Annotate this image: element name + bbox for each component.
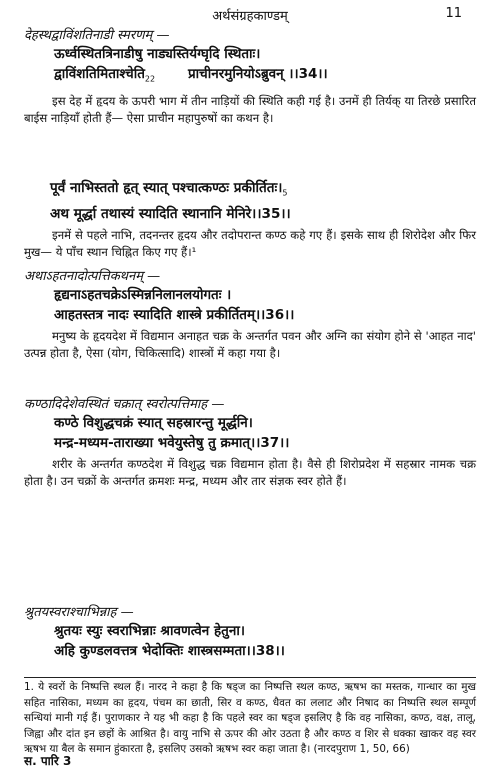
section-37	[24, 396, 476, 490]
translation-34	[24, 93, 476, 127]
translation-text: शरीर के अन्तर्गत कण्ठदेश में विशुद्ध चक्र विद्यमान होता है। वैसे ही शिरोप्रदेश में सहस्रार नामक चक्र होता है। उन चक्रों के अन्तर्गत क्रमशः मन्द्र, मध्यम और तार संज्ञक स्वर होते हैं।	[24, 457, 476, 488]
running-title: अर्थसंग्रहकाण्डम्	[212, 9, 288, 24]
running-header	[0, 4, 500, 24]
verse-line	[50, 178, 476, 204]
page-number: 11	[445, 6, 462, 21]
footnote-divider	[24, 677, 476, 678]
signature-mark: स. पारि 3	[24, 754, 72, 768]
verse-36	[24, 285, 476, 325]
section-38	[24, 604, 476, 661]
verse-34	[24, 44, 476, 90]
verse-line: कण्ठे विशुद्धचक्रं स्यात् सहस्रारन्तु मूर्द्धनि।	[54, 415, 253, 431]
translation-text: मनुष्य के हृदयदेश में विद्यमान अनाहत चक्र के अन्तर्गत पवन और अग्नि का संयोग होने से 'आहत नाद' उत्पन्न होता है, ऐसा (योग, चिकित्सादि) शास्त्रों में कहा गया है।	[24, 329, 476, 360]
verse-37	[24, 413, 476, 453]
verse-line	[54, 64, 476, 90]
translation-36	[24, 328, 476, 362]
section-heading: श्रुतयस्वराश्चाभिन्नाह —	[24, 605, 134, 620]
verse-line: मन्द्र-मध्यम-ताराख्या भवेयुस्तेषु तु क्रमात्।।37।।	[54, 435, 290, 451]
verse-fragment: पूर्वं नाभिस्ततो हृत् स्यात् पश्चात्कण्ठः प्रकीर्तितः।	[50, 180, 283, 196]
verse-line: हृद्यनाऽहतचक्रेऽस्मिन्ननिलानलयोगतः ।	[54, 287, 232, 303]
section-heading: कण्ठादिदेशेवस्थितं चक्रात् स्वरोत्पत्तिमाह —	[24, 397, 225, 412]
translation-37	[24, 456, 476, 490]
verse-35	[24, 178, 476, 224]
translation-35	[24, 227, 476, 261]
verse-fragment: द्वाविंशतिमिताश्चेति	[54, 66, 145, 82]
verse-marker: 22	[144, 74, 156, 84]
section-heading: अथाऽहतनादोत्पत्तिकथनम् —	[24, 269, 161, 284]
verse-fragment: प्राचीनरमुनियोऽब्रुवन् ।।34।।	[188, 66, 328, 82]
section-34	[24, 27, 476, 127]
verse-line: श्रुतयः स्युः स्वराभिन्नाः श्रावणत्वेन हेतुना।	[54, 623, 245, 639]
footnote	[24, 680, 476, 758]
verse-line: ऊर्ध्वस्थितत्रिनाडीषु नाड्यस्तिर्यग्घृदि स्थिताः।	[54, 46, 261, 62]
section-heading: देहस्थद्वाविंशतिनाडी स्मरणम् —	[24, 28, 170, 43]
verse-line: अथ मूर्द्धा तथास्यं स्यादिति स्थानानि मेनिरे।।35।।	[50, 205, 291, 222]
verse-38	[24, 621, 476, 661]
section-35	[24, 178, 476, 261]
section-36	[24, 268, 476, 362]
footnote-text: 1. ये स्वरों के निष्पत्ति स्थल हैं। नारद ने कहा है कि षड्ज का निष्पत्ति स्थल कण्ठ, ऋषभ का मस्तक, गान्धार का मुख सहित नासिका, मध्यम का हृदय, पंचम का छाती, सिर व कण्ठ, धैवत का ललाट और निषाद का निष्पत्ति स्थल सम्पूर्ण सन्धियां मानी गई हैं। पुराणकार ने यह भी कहा है कि पहले स्वर का षड्ज इसलिए है कि वह नासिका, कण्ठ, वक्ष, तालू, जिह्वा और दांत इन छहों के आश्रित है। वायु नाभि से ऊपर की ओर उठता है और कण्ठ व शिर से धक्का खाकर वह स्वर ऋषभ या बैल के समान हुंकारता है, इसलिए उसको ऋषभ स्वर कहा जाता है। (नारदपुराण 1, 50, 66)	[24, 681, 476, 755]
translation-text: इनमें से पहले नाभि, तदनन्तर हृदय और तदोपरान्त कण्ठ कहे गए हैं। इसके साथ ही शिरोदेश और फिर मुख— ये पाँच स्थान चिह्नित किए गए हैं।¹	[24, 227, 476, 259]
verse-line: आहतस्तत्र नादः स्यादिति शास्त्रे प्रकीर्तितम्।।36।।	[54, 307, 295, 323]
translation-text: इस देह में हृदय के ऊपरी भाग में तीन नाड़ियों की स्थिति कही गई है। उनमें ही तिर्यक् या तिरछे प्रसारित बाईस नाड़ियाँ होती हैं— ऐसा प्राचीन महापुरुषों का कथन है।	[24, 93, 476, 125]
verse-line: अहि कुण्डलवत्तत्र भेदोक्तिः शास्त्रसम्मता।।38।।	[54, 643, 285, 659]
verse-marker: 5	[282, 188, 288, 198]
